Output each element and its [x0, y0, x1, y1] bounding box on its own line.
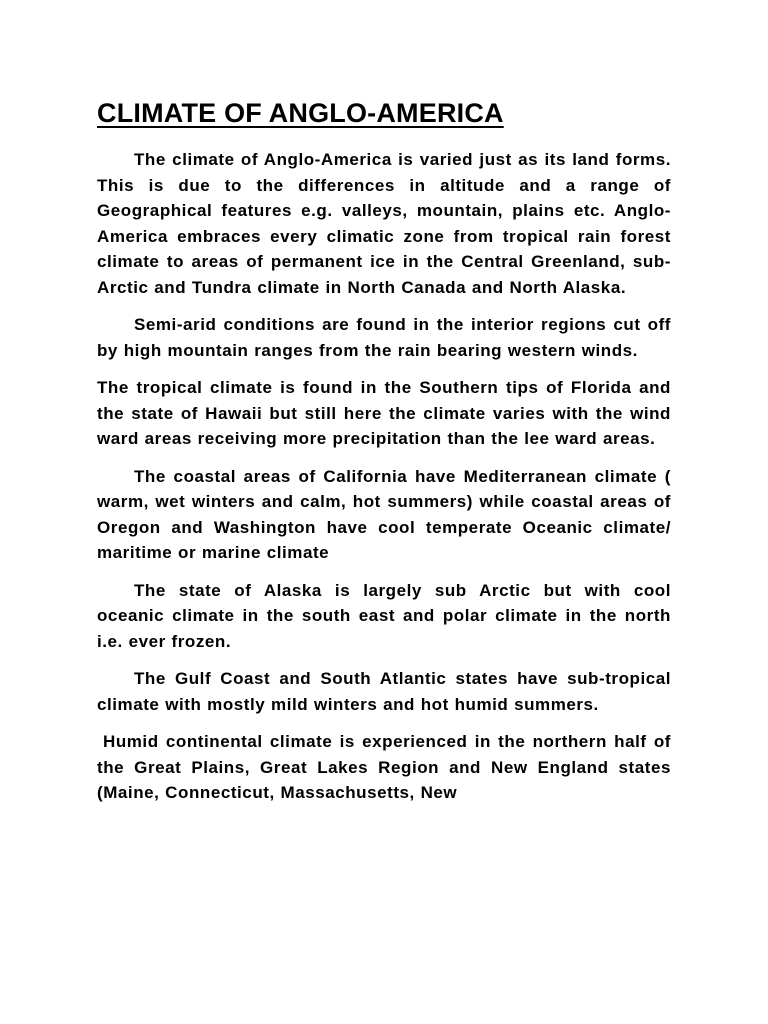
paragraph-gulf-coast: The Gulf Coast and South Atlantic states have sub-tropical climate with mostly mild winters and hot humid summers.	[97, 669, 671, 714]
paragraph-semi-arid: Semi-arid conditions are found in the interior regions cut off by high mountain ranges from the rain bearing western winds.	[97, 315, 671, 360]
paragraph-alaska: The state of Alaska is largely sub Arctic but with cool oceanic climate in the south east and polar climate in the north i.e. ever frozen.	[97, 580, 671, 651]
document-body	[97, 97, 671, 818]
paragraph-tropical: The tropical climate is found in the Southern tips of Florida and the state of Hawaii but still here the climate varies with the wind ward areas receiving more precipitation than the lee ward areas.	[97, 378, 671, 448]
paragraph-coastal: The coastal areas of California have Mediterranean climate ( warm, wet winters and calm, hot summers) while coastal areas of Oregon and Washington have cool temperate Oceanic climate/ maritime or marine climate	[97, 466, 671, 562]
paragraph-climate-overview: The climate of Anglo-America is varied just as its land forms. This is due to the differences in altitude and a range of Geographical features e.g. valleys, mountain, plains etc. Anglo-America embraces every climatic zone from tropical rain forest climate to areas of permanent ice in the Central Greenland, sub- Arctic and Tundra climate in North Canada and North Alaska.	[97, 150, 671, 297]
paragraph-humid-continental: Humid continental climate is experienced in the northern half of the Great Plains, Great Lakes Region and New England states (Maine, Connecticut, Massachusetts, New	[97, 732, 671, 802]
document-title: CLIMATE OF ANGLO-AMERICA	[97, 98, 504, 128]
